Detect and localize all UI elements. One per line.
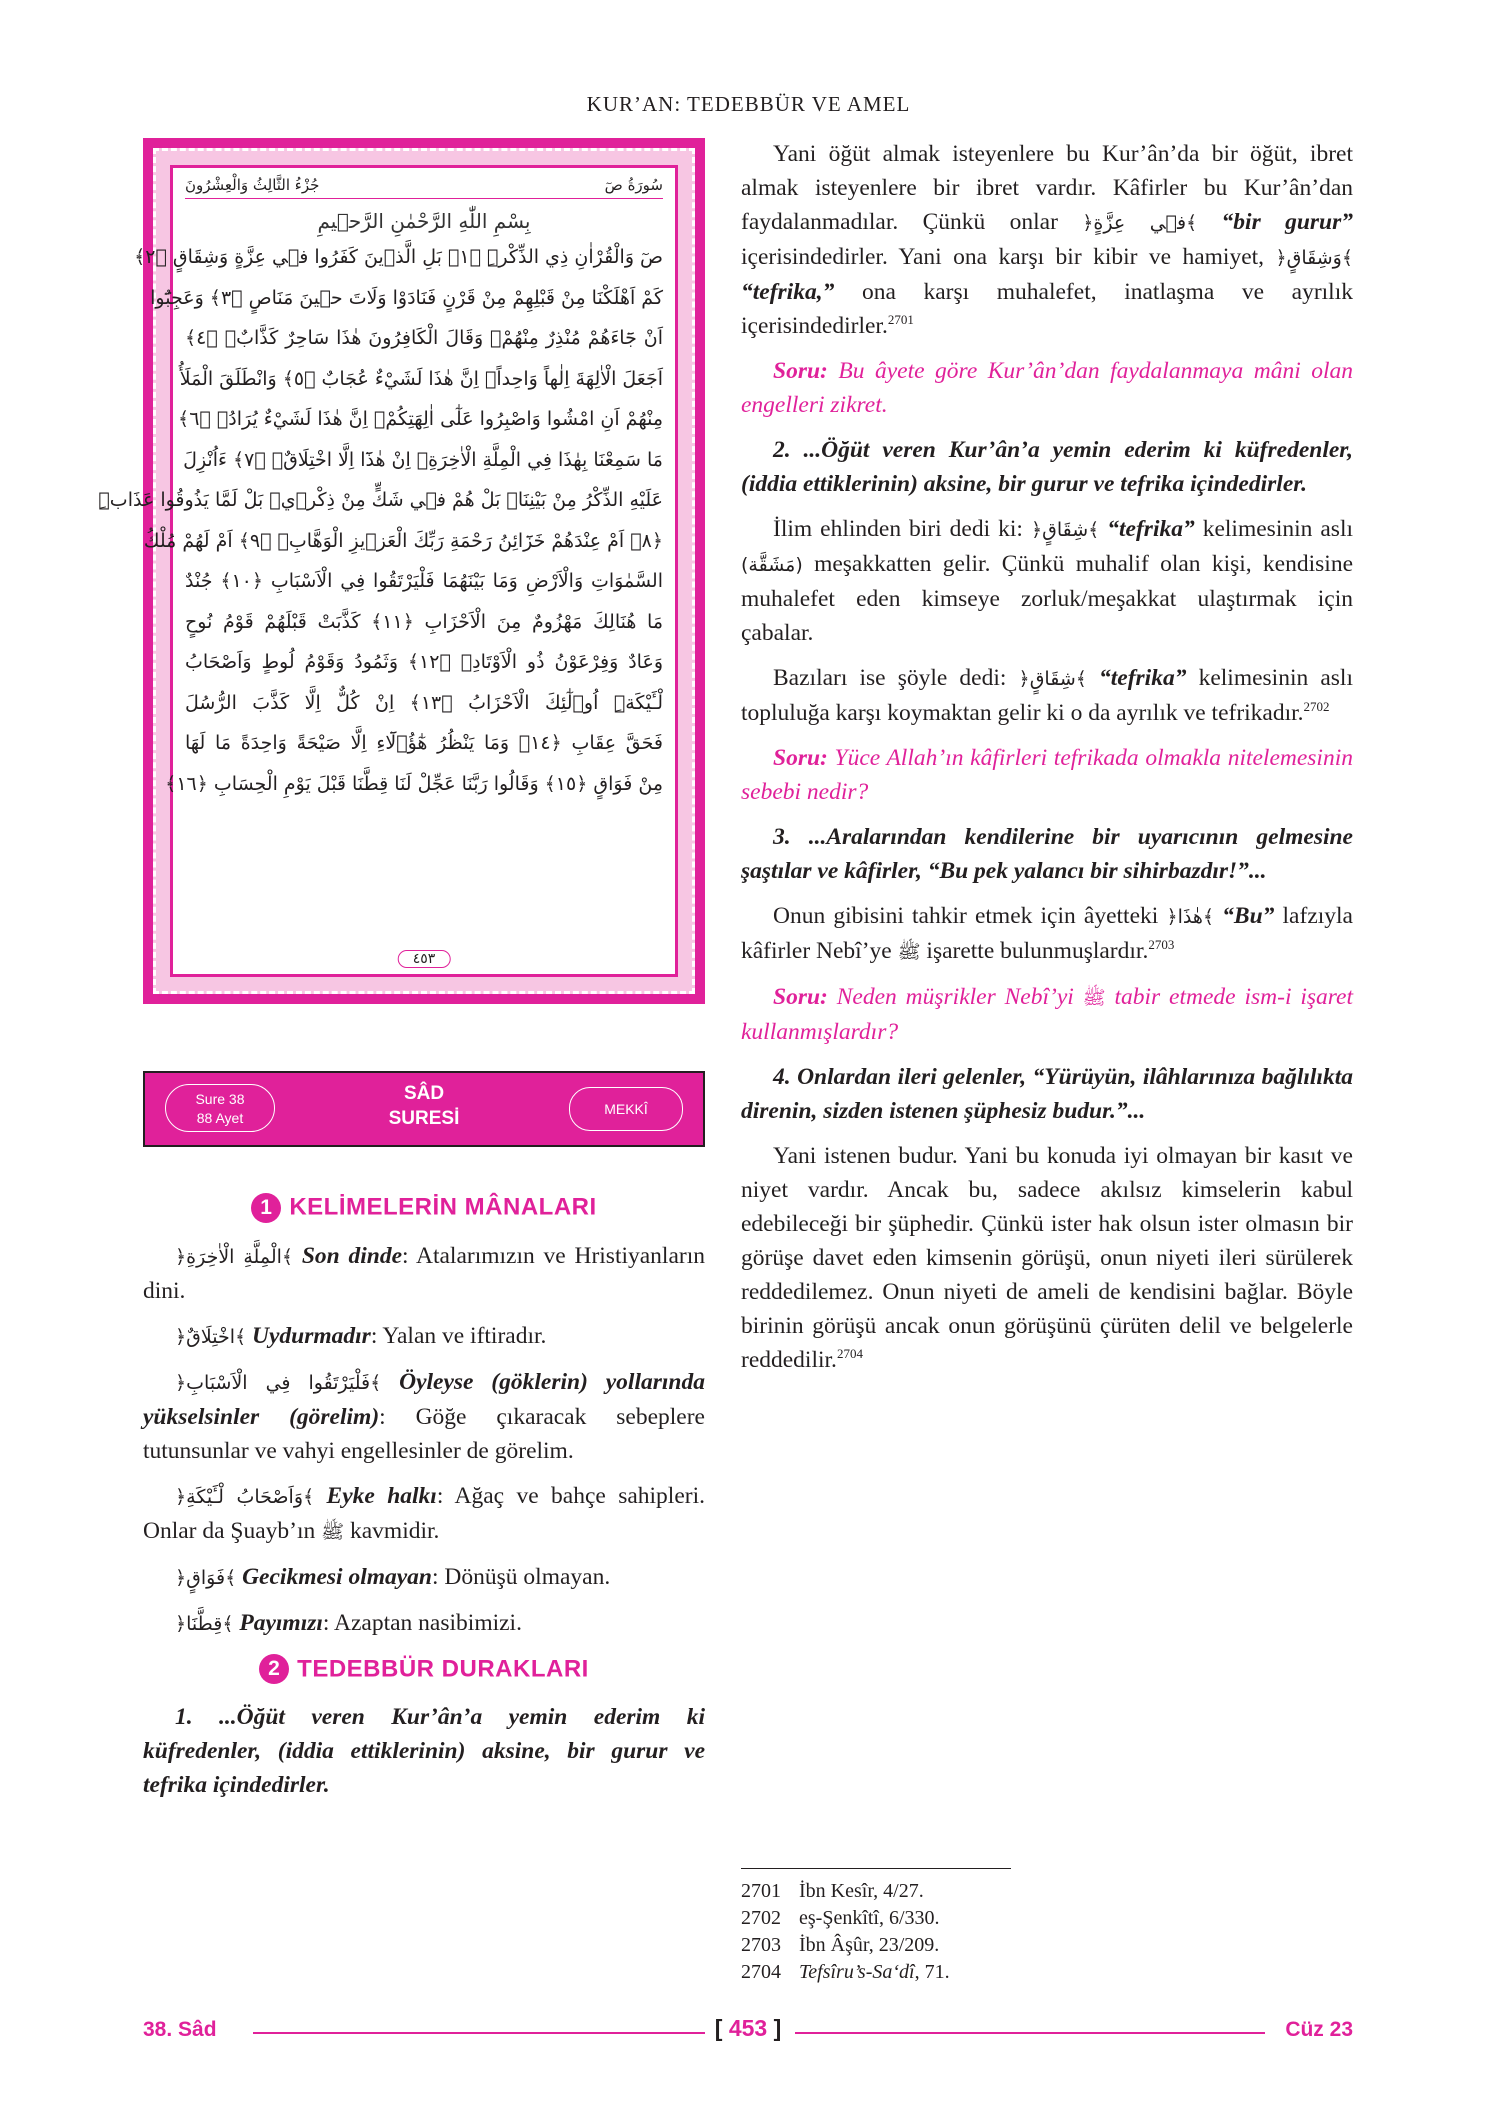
- reflection-item-1: 1. ...Öğüt veren Kur’ân’a yemin ederim ki küfredenler, (iddia ettiklerinin) aksine, bir gurur ve tefrika içindedirler.: [143, 1704, 705, 1799]
- reflection-item-2: 2. ...Öğüt veren Kur’ân’a yemin ederim ki küfredenler, (iddia ettiklerinin) aksine, bir gurur ve tefrika içindedirler.: [741, 437, 1353, 497]
- text: Yani öğüt almak isteyenlere bu Kur’ân’da bir öğüt, ibret almak isteyenlere bir ibret vardır. Kâfirler bu Kur’ân’dan faydalanmadılar. Çünkü onlar: [741, 141, 1353, 235]
- term: Payımızı: [239, 1609, 323, 1636]
- definition: : Dönüşü olmayan.: [432, 1563, 611, 1590]
- footnote-number: 2701: [741, 1880, 781, 1902]
- surah-banner: [143, 1071, 705, 1147]
- word-entry: [143, 1479, 705, 1549]
- basmala: بِسْمِ اللّٰهِ الرَّحْمٰنِ الرَّح۪يمِ: [317, 209, 531, 233]
- word-entry: [143, 1560, 705, 1595]
- footnote-ref[interactable]: 2703: [1148, 937, 1175, 953]
- mushaf-surah-label: سُورَةُ صٓ: [604, 176, 663, 194]
- verse-lines: [98, 237, 663, 804]
- definition: : Ağaç ve bahçe sahipleri. Onlar da Şuayb’ın: [143, 1482, 705, 1544]
- mushaf-page: [98, 165, 678, 977]
- paragraph: [741, 137, 1353, 343]
- paragraph: [741, 899, 1353, 969]
- honorific-symbol: ﷺ: [1082, 987, 1106, 1009]
- word-entry: [143, 1239, 705, 1308]
- footnote-ref[interactable]: 2702: [1303, 699, 1330, 715]
- verse-line: صٓ وَالْقُرْاٰنِ ذِي الذِّكْرِۜ ﴿١﴾ بَلِ الَّذ۪ينَ كَفَرُوا ف۪ي عِزَّةٍ وَشِقَاقٍ ﴿٢﴾: [134, 246, 663, 268]
- page-footer: [143, 2015, 1353, 2048]
- footnote-number: 2704: [741, 1961, 781, 1983]
- arabic-term: ﴿قِطَّنَا﴾: [175, 1612, 234, 1635]
- footnote: [741, 1959, 950, 1986]
- arabic-term: ﴿فَلْيَرْتَقُوا فِي الْاَسْبَابِ﴾: [175, 1371, 382, 1394]
- footnote-number: 2702: [741, 1907, 781, 1929]
- section-title: KELİMELERİN MÂNALARI: [289, 1193, 597, 1221]
- arabic-term: ﴿ف۪ي عِزَّةٍ﴾: [1082, 212, 1198, 234]
- arabic-term: ﴿وَشِقَاقٍ﴾: [1275, 247, 1353, 269]
- section-heading-reflection: [143, 1652, 705, 1687]
- arabic-term: ﴿فَوَاقٍ﴾: [175, 1566, 237, 1589]
- term: Gecikmesi olmayan: [242, 1563, 433, 1590]
- bracket-open: [: [714, 2015, 729, 2041]
- verse-line: ﴿٨﴾ اَمْ عِنْدَهُمْ خَزَٓائِنُ رَحْمَةِ رَبِّكَ الْعَز۪يزِ الْوَهَّابِۚ ﴿٩﴾ اَمْ لَهُمْ مُلْكُ: [143, 529, 663, 552]
- question-text: Neden müşrikler Nebî’yi: [827, 984, 1083, 1010]
- footnote: [741, 1905, 950, 1932]
- verse-line: مَا هُنَالِكَ مَهْزُومٌ مِنَ الْاَحْزَابِ ﴿١١﴾ كَذَّبَتْ قَبْلَهُمْ قَوْمُ نُوحٍ: [185, 610, 663, 633]
- definition: : Azaptan nasibimizi.: [322, 1609, 522, 1636]
- question: [741, 741, 1353, 809]
- term: Öyleyse (göklerin) yollarında yükselsinler (görelim): [143, 1368, 705, 1430]
- running-head: KUR’AN: TEDEBBÜR VE AMEL: [586, 92, 911, 116]
- arabic-term: ﴿الْمِلَّةِ الْاٰخِرَةِ﴾: [175, 1245, 294, 1268]
- paragraph: [741, 1139, 1353, 1377]
- question: [741, 980, 1353, 1049]
- paragraph: [741, 661, 1353, 730]
- verse-line: مِنْ فَوَاقٍ ﴿١٥﴾ وَقَالُوا رَبَّنَا عَجِّلْ لَنَا قِطَّنَا قَبْلَ يَوْمِ الْحِسَابِ ﴿١٦﴾: [165, 772, 663, 795]
- term: Eyke halkı: [326, 1482, 437, 1509]
- question-text: tabir etmede ism-i işaret kullanmışlardır?: [741, 984, 1354, 1045]
- bracket-close: ]: [767, 2015, 782, 2041]
- definition: : Atalarımızın ve Hristiyanların dini.: [143, 1242, 705, 1304]
- surah-number: Sure 38: [195, 1091, 245, 1107]
- mushaf-header: [185, 176, 663, 199]
- definition: : Yalan ve iftiradır.: [370, 1322, 547, 1349]
- reflection-item-3: 3. ...Aralarından kendilerine bir uyarıcının gelmesine şaştılar ve kâfirler, “Bu pek yalancı bir sihirbazdır!”...: [741, 824, 1353, 884]
- footnote-text: eş-Şenkîtî, 6/330.: [799, 1907, 940, 1929]
- text: Bazıları ise şöyle dedi:: [773, 665, 1019, 691]
- footer-surah: 38. Sâd: [143, 2018, 217, 2041]
- footnote: [741, 1932, 950, 1959]
- footnote-text: , 71.: [914, 1961, 950, 1983]
- text: Yani istenen budur. Yani bu konuda iyi olmayan bir kasıt ve niyet vardır. Ancak bu, sadece akılsız kimselerin kabul edebileceği bir şüphedir. Çünkü ister hak olsun ister olmasın bir görüşe davet eden kimsenin görüşü, onun niyeti ileri sürülerek reddedilemez. Onun niyeti de ameli de kendisini bağlar. Böyle birinin görüşü ancak onun görüşünü çürüten delil ve belgelerle reddedilir.: [741, 1143, 1353, 1373]
- paragraph: [741, 512, 1353, 650]
- quoted-term: “Bu”: [1214, 903, 1275, 929]
- honorific-symbol: ﷺ: [897, 941, 921, 963]
- page-number: 453: [728, 2015, 768, 2041]
- text: Onun gibisini tahkir etmek için âyetteki: [773, 903, 1167, 929]
- text: İlim ehlinden biri dedi ki:: [773, 516, 1031, 542]
- surah-title-line1: SÂD: [403, 1083, 445, 1104]
- verse-line: عَلَيْهِ الذِّكْرُ مِنْ بَيْنِنَاۜ بَلْ هُمْ ف۪ي شَكٍّ مِنْ ذِكْر۪يۚ بَلْ لَمَّا يَذُوقُوا عَذَابِۜ: [98, 489, 663, 511]
- question-text: Yüce Allah’ın kâfirleri tefrikada olmakla nitelemesinin sebebi nedir?: [741, 745, 1353, 805]
- arabic-term: ﴿هٰذَا﴾: [1166, 906, 1214, 928]
- word-entry: [143, 1319, 705, 1354]
- question: [741, 354, 1353, 422]
- term: Uydurmadır: [252, 1322, 371, 1349]
- revelation-place-badge: MEKKÎ: [569, 1087, 683, 1131]
- section-number-badge: 1: [251, 1193, 281, 1223]
- reflection-item-4: 4. Onlardan ileri gelenler, “Yürüyün, ilâhlarınıza bağlılıkta direnin, sizden istenen şüphesiz budur.”...: [741, 1064, 1353, 1124]
- verse-line: مَا سَمِعْنَا بِهٰذَا فِي الْمِلَّةِ الْاٰخِرَةِۚ اِنْ هٰذَٓا اِلَّا اخْتِلَاقٌۚ ﴿٧﴾ ءَاُنْزِلَ: [183, 448, 663, 471]
- arabic-term: ﴿شِقَاقٍ﴾: [1030, 519, 1100, 541]
- footnote-number: 2703: [741, 1934, 781, 1956]
- word-entry: [143, 1365, 705, 1468]
- footnote: [741, 1878, 950, 1905]
- mushaf-juz-label: جُزْءُ الثَّالِثُ وَالْعِشْرُونَ: [185, 176, 320, 194]
- definition: : Göğe çıkaracak sebeplere tutunsunlar ve vahyi engellesinler de görelim.: [143, 1403, 705, 1464]
- verse-line: كَمْ اَهْلَكْنَا مِنْ قَبْلِهِمْ مِنْ قَرْنٍ فَنَادَوْا وَلَاتَ ح۪ينَ مَنَاصٍ ﴿٣﴾ وَعَجِبُٓوا: [150, 286, 663, 309]
- text: ona karşı muhalefet, inatlaşma ve ayrılık içerisindedirler.: [741, 279, 1353, 339]
- footnote-text: İbn Âşûr, 23/209.: [799, 1934, 940, 1956]
- footer-rule-right: [795, 2032, 1265, 2034]
- ayah-count: 88 Ayet: [196, 1110, 244, 1126]
- text: kelimesinin aslı topluluğa karşı koymaktan gelir ki o da ayrılık ve tefrikadır.: [741, 665, 1353, 726]
- text: lafzıyla kâfirler Nebî’ye: [741, 903, 1353, 964]
- quoted-term: “tefrika,”: [741, 279, 835, 305]
- right-column: [741, 137, 1353, 1388]
- text: içerisindedirler. Yani ona karşı bir kibir ve hamiyet,: [741, 244, 1276, 270]
- text: işarette bulunmuşlardır.: [920, 938, 1149, 964]
- mushaf-ornament-border: [98, 148, 695, 994]
- verse-line: اَنْ جَٓاءَهُمْ مُنْذِرٌ مِنْهُمْۘ وَقَالَ الْكَافِرُونَ هٰذَا سَاحِرٌ كَذَّابٌۚ ﴿٤﴾: [185, 327, 663, 349]
- section-title: TEDEBBÜR DURAKLARI: [297, 1655, 589, 1683]
- verse-line: لْـَٔيْكَةِۜ اُو۬لٰٓئِكَ الْاَحْزَابُ ﴿١٣﴾ اِنْ كُلٌّ اِلَّا كَذَّبَ الرُّسُلَ: [185, 691, 663, 714]
- footnote-ref[interactable]: 2701: [887, 312, 914, 328]
- footnote-separator: [741, 1868, 1011, 1869]
- question-label: Soru:: [773, 984, 828, 1010]
- mushaf-frame: [98, 138, 705, 1004]
- verse-line: فَحَقَّ عِقَابِ ﴿١٤﴾ وَمَا يَنْظُرُ هٰٓؤُ۬لَٓاءِ اِلَّا صَيْحَةً وَاحِدَةً مَا لَهَا: [185, 732, 663, 754]
- footnote-source-title: Tefsîru’s-Sa‘dî: [799, 1961, 915, 1983]
- verse-line: وَعَادٌ وَفِرْعَوْنُ ذُو الْاَوْتَادِۙ ﴿١٢﴾ وَثَمُودُ وَقَوْمُ لُوطٍ وَاَصْحَابُ: [185, 651, 663, 673]
- question-label: Soru:: [773, 745, 828, 771]
- arabic-term: ﴿اخْتِلَاقٌ﴾: [175, 1325, 247, 1348]
- quoted-term: “tefrika”: [1086, 665, 1187, 691]
- honorific-symbol: ﷺ: [321, 1520, 345, 1543]
- question-label: Soru:: [773, 358, 828, 384]
- verse-line: مِنْهُمْ اَنِ امْشُوا وَاصْبِرُوا عَلٰٓى اٰلِهَتِكُمْۚ اِنَّ هٰذَا لَشَيْءٌ يُرَادُۚ ﴿٦﴾: [178, 408, 663, 430]
- footer-page-number: [715, 2015, 782, 2042]
- quoted-term: “bir gurur”: [1197, 209, 1353, 235]
- mushaf-page-number: ٤٥٣: [398, 950, 451, 968]
- verse-line: السَّمٰوَاتِ وَالْاَرْضِ وَمَا بَيْنَهُمَا فَلْيَرْتَقُوا فِي الْاَسْبَابِ ﴿١٠﴾ جُنْدٌ: [185, 570, 663, 592]
- arabic-term: (مَشَقَّة): [741, 554, 803, 576]
- section-heading-words: [143, 1190, 705, 1225]
- footnote-text: İbn Kesîr, 4/27.: [799, 1880, 924, 1902]
- arabic-term: ﴿وَاَصْحَابُ لْـَٔيْكَةِ﴾: [175, 1485, 315, 1508]
- arabic-term: ﴿شِقَاقٍ﴾: [1018, 668, 1087, 690]
- left-column: [143, 1180, 705, 1813]
- verse-line: اَجَعَلَ الْاٰلِهَةَ اِلٰهاً وَاحِداًۚ اِنَّ هٰذَا لَشَيْءٌ عُجَابٌ ﴿٥﴾ وَانْطَلَقَ الْمَلَأُ: [179, 367, 663, 390]
- text: kelimesinin aslı: [1194, 516, 1353, 542]
- footer-rule-left: [253, 2032, 705, 2034]
- footnote-ref[interactable]: 2704: [836, 1346, 863, 1362]
- footer-juz: Cüz 23: [1285, 2018, 1353, 2041]
- surah-title-line2: SURESİ: [388, 1108, 460, 1129]
- word-entry: [143, 1606, 705, 1641]
- footnotes: [741, 1878, 950, 1986]
- question-text: Bu âyete göre Kur’ân’dan faydalanmaya mâni olan engelleri zikret.: [741, 358, 1353, 418]
- text: meşakkatten gelir. Çünkü muhalif olan kişi, kendisine muhalefet eden kimseye zorluk/meşakkat ulaştırmak için çabalar.: [741, 551, 1353, 646]
- section-number-badge: 2: [259, 1654, 289, 1684]
- definition-end: kavmidir.: [344, 1517, 440, 1544]
- quoted-term: “tefrika”: [1099, 516, 1195, 542]
- term: Son dinde: [301, 1242, 402, 1269]
